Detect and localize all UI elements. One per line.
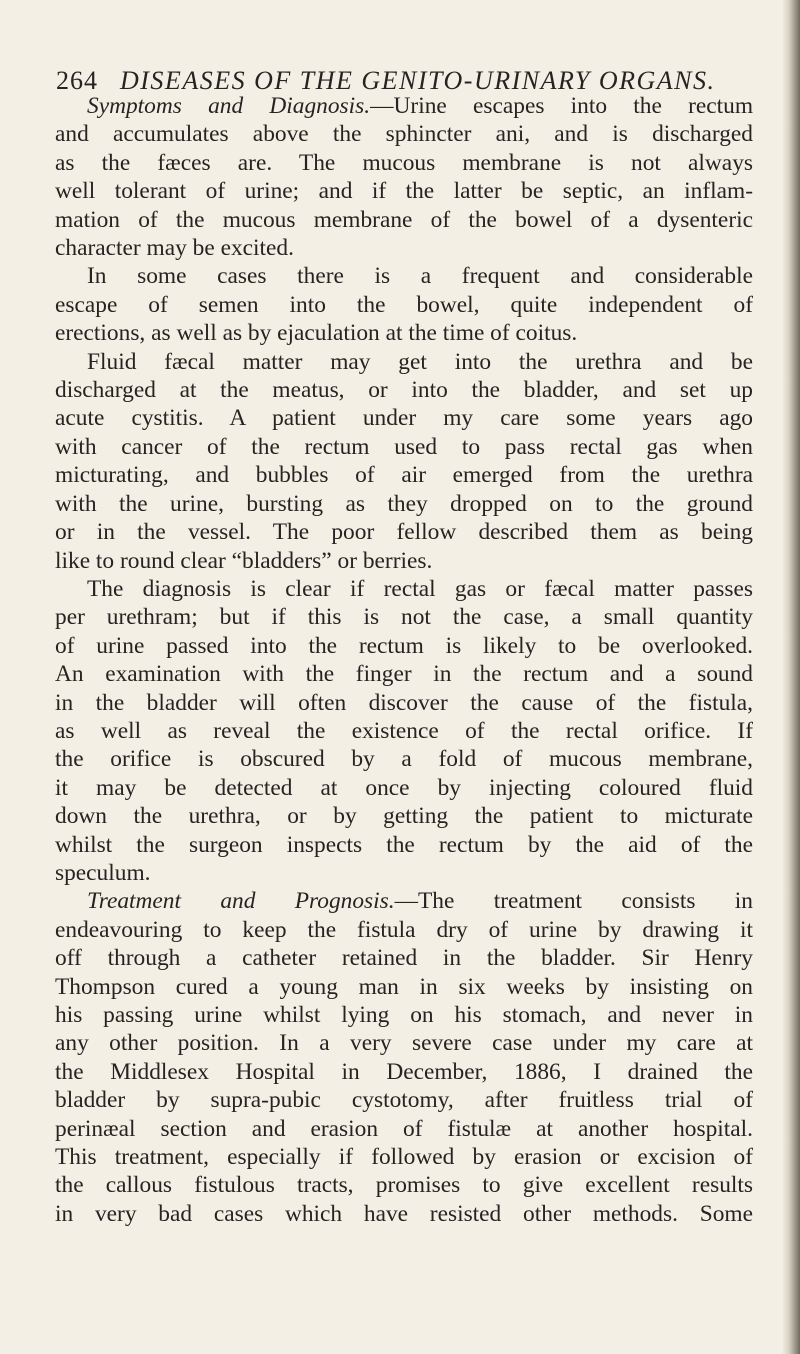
page-number: 264 bbox=[56, 66, 98, 95]
text-line: with the urine, bursting as they dropped on to the ground bbox=[55, 490, 753, 517]
text-line: the orifice is obscured by a fold of mucous membrane, bbox=[55, 746, 753, 773]
text-line: Treatment and Prognosis.—The treatment consists in bbox=[87, 888, 753, 915]
text-line: the Middlesex Hospital in December, 1886, I drained the bbox=[55, 1058, 753, 1085]
text-line: it may be detected at once by injecting coloured fluid bbox=[55, 774, 753, 801]
text-line: whilst the surgeon inspects the rectum by the aid of the bbox=[55, 831, 753, 858]
text-line: mation of the mucous membrane of the bowel of a dysenteric bbox=[55, 206, 753, 233]
body-text bbox=[55, 92, 753, 1228]
text-line: escape of semen into the bowel, quite independent of bbox=[55, 291, 753, 318]
text-line: of urine passed into the rectum is likely to be overlooked. bbox=[55, 632, 753, 659]
text-line: as well as reveal the existence of the rectal orifice. If bbox=[55, 717, 753, 744]
text-line: This treatment, especially if followed by erasion or excision of bbox=[55, 1144, 753, 1171]
page-edge-shadow bbox=[782, 0, 800, 1354]
section-heading: Symptoms and Diagnosis. bbox=[87, 93, 371, 119]
text-line: or in the vessel. The poor fellow described them as being bbox=[55, 519, 753, 546]
text-line: and accumulates above the sphincter ani, and is discharged bbox=[55, 121, 753, 148]
text-line: erections, as well as by ejaculation at the time of coitus. bbox=[55, 320, 578, 347]
text-line: Fluid fæcal matter may get into the urethra and be bbox=[87, 348, 753, 375]
text-line: the callous fistulous tracts, promises to give excellent results bbox=[55, 1172, 753, 1199]
text-line: with cancer of the rectum used to pass rectal gas when bbox=[55, 433, 753, 460]
text-line: in the bladder will often discover the cause of the fistula, bbox=[55, 689, 753, 716]
text-line: Thompson cured a young man in six weeks by insisting on bbox=[55, 973, 753, 1000]
text-line: perinæal section and erasion of fistulæ at another hospital. bbox=[55, 1115, 753, 1142]
text-line: In some cases there is a frequent and considerable bbox=[87, 263, 753, 290]
text-line: discharged at the meatus, or into the bladder, and set up bbox=[55, 377, 753, 404]
text-line: Symptoms and Diagnosis.—Urine escapes into the rectum bbox=[87, 93, 753, 119]
text-line: speculum. bbox=[55, 859, 151, 886]
text-line: off through a catheter retained in the bladder. Sir Henry bbox=[55, 945, 753, 972]
text-line: micturating, and bubbles of air emerged from the urethra bbox=[55, 462, 753, 489]
text-line: acute cystitis. A patient under my care some years ago bbox=[55, 405, 753, 432]
text-line: like to round clear “bladders” or berries. bbox=[55, 547, 433, 574]
text-line: An examination with the finger in the rectum and a sound bbox=[55, 661, 753, 688]
text-line: character may be excited. bbox=[55, 235, 294, 262]
text-line: any other position. In a very severe case under my care at bbox=[55, 1030, 753, 1057]
text-line: well tolerant of urine; and if the latter be septic, an inflam- bbox=[55, 178, 753, 205]
text-line: down the urethra, or by getting the patient to micturate bbox=[55, 803, 753, 830]
section-heading: Treatment and Prognosis. bbox=[87, 888, 395, 915]
running-title: DISEASES OF THE GENITO-URINARY ORGANS. bbox=[120, 66, 716, 95]
text-line: The diagnosis is clear if rectal gas or fæcal matter passes bbox=[87, 575, 753, 602]
text-line: his passing urine whilst lying on his stomach, and never in bbox=[55, 1002, 753, 1028]
text-line: as the fæces are. The mucous membrane is not always bbox=[55, 149, 753, 176]
text-line: bladder by supra-pubic cystotomy, after fruitless trial of bbox=[55, 1087, 753, 1114]
text-line: per urethram; but if this is not the case, a small quantity bbox=[55, 604, 753, 631]
text-line: in very bad cases which have resisted other methods. Some bbox=[55, 1200, 753, 1227]
text-line: endeavouring to keep the fistula dry of urine by drawing it bbox=[55, 916, 753, 943]
